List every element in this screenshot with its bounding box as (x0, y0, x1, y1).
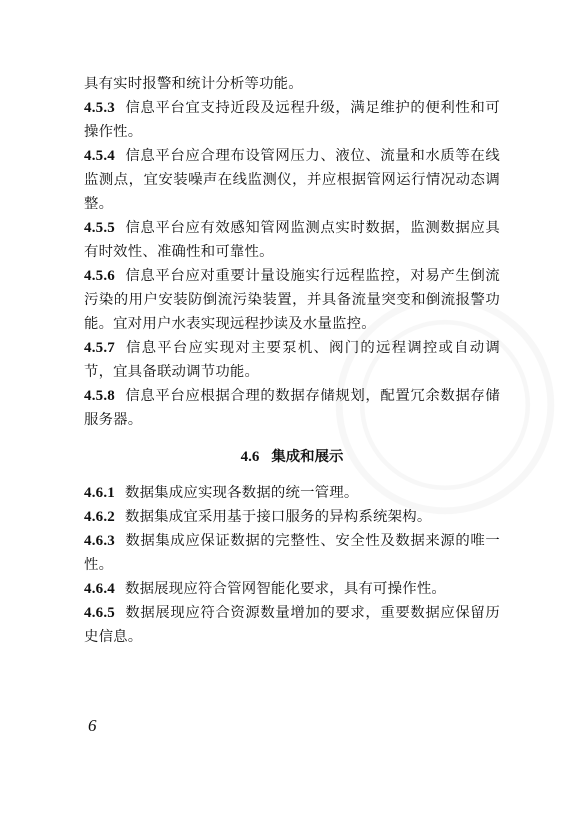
clause-number: 4.5.4 (84, 148, 115, 164)
intro-line: 具有实时报警和统计分析等功能。 (84, 76, 303, 92)
clause-paragraph (84, 144, 500, 216)
clause-number: 4.6.3 (84, 533, 115, 549)
section-title: 集成和展示 (271, 448, 344, 465)
clause-paragraph (84, 481, 500, 505)
clause-text: 数据集成应保证数据的完整性、安全性及数据来源的唯一性。 (84, 533, 500, 573)
document-page (84, 72, 500, 649)
clause-paragraph (84, 384, 500, 432)
clause-text: 数据展现应符合资源数量增加的要求，重要数据应保留历史信息。 (84, 605, 500, 645)
clause-text: 信息平台应实现对主要泵机、阀门的远程调控或自动调节，宜具备联动调节功能。 (84, 340, 500, 380)
page-number: 6 (88, 716, 97, 735)
clause-paragraph (84, 505, 500, 529)
clause-text: 信息平台应合理布设管网压力、液位、流量和水质等在线监测点，宜安装噪声在线监测仪，并应根据管网运行情况动态调整。 (84, 148, 500, 212)
clause-number: 4.5.5 (84, 220, 115, 236)
clause-paragraph (84, 601, 500, 649)
clause-number: 4.5.7 (84, 340, 115, 356)
clause-paragraph (84, 216, 500, 264)
clause-text: 信息平台应根据合理的数据存储规划，配置冗余数据存储服务器。 (84, 388, 500, 428)
clause-number: 4.6.5 (84, 605, 115, 621)
clause-number: 4.6.2 (84, 509, 115, 525)
clause-text: 数据集成应实现各数据的统一管理。 (125, 485, 359, 501)
clause-number: 4.5.3 (84, 100, 115, 116)
clause-text: 信息平台宜支持近段及远程升级，满足维护的便利性和可操作性。 (84, 100, 500, 140)
clause-paragraph (84, 529, 500, 577)
clause-number: 4.6.4 (84, 581, 115, 597)
clause-text: 数据集成宜采用基于接口服务的异构系统架构。 (125, 509, 432, 525)
clause-list-4-5 (84, 96, 500, 432)
clause-paragraph (84, 336, 500, 384)
clause-text: 数据展现应符合管网智能化要求，具有可操作性。 (125, 581, 446, 597)
section-heading (84, 445, 500, 469)
clause-list-4-6 (84, 481, 500, 649)
clause-number: 4.5.6 (84, 268, 115, 284)
clause-number: 4.6.1 (84, 485, 115, 501)
clause-paragraph (84, 96, 500, 144)
clause-text: 信息平台应对重要计量设施实行远程监控，对易产生倒流污染的用户安装防倒流污染装置，并具备流量突变和倒流报警功能。宜对用户水表实现远程抄读及水量监控。 (84, 268, 500, 332)
clause-number: 4.5.8 (84, 388, 115, 404)
clause-paragraph (84, 577, 500, 601)
clause-text: 信息平台应有效感知管网监测点实时数据，监测数据应具有时效性、准确性和可靠性。 (84, 220, 500, 260)
section-number: 4.6 (240, 449, 260, 465)
clause-paragraph (84, 264, 500, 336)
